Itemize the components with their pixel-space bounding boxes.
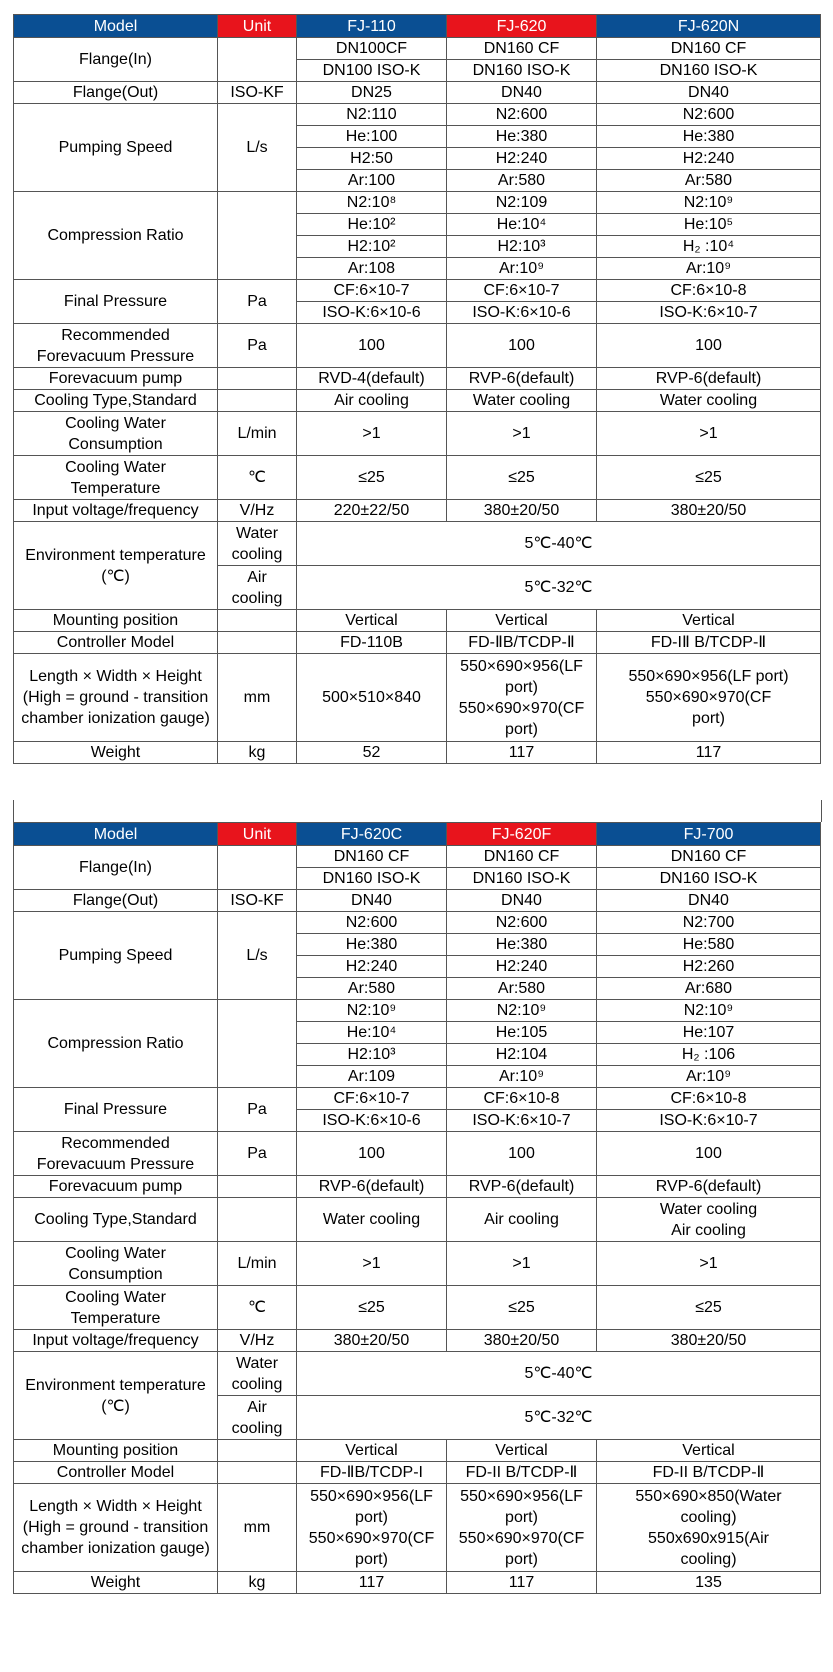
value-cell: FD-IⅡ B/TCDP-Ⅱ: [597, 632, 821, 654]
value-cell: N2:10⁹: [447, 1000, 597, 1022]
value-cell: DN160 CF: [597, 846, 821, 868]
unit-cell: Water cooling: [218, 1352, 297, 1396]
value-cell: Vertical: [597, 1440, 821, 1462]
compression-ratio-row: [14, 1000, 821, 1022]
value-cell: 5℃-40℃: [297, 522, 821, 566]
value-cell: He:380: [297, 934, 447, 956]
row-label: Flange(Out): [14, 82, 218, 104]
value-cell: 117: [447, 1572, 597, 1594]
value-cell: >1: [597, 412, 821, 456]
environment-row: [14, 522, 821, 566]
value-cell: DN25: [297, 82, 447, 104]
value-cell: H₂ :10⁴: [597, 236, 821, 258]
value-cell: He:107: [597, 1022, 821, 1044]
unit-cell: [218, 846, 297, 890]
row-label: Length × Width × Height (High = ground - transition chamber ionization gauge): [14, 1484, 218, 1572]
value-cell: He:10⁴: [297, 1022, 447, 1044]
value-cell: >1: [297, 1242, 447, 1286]
value-cell: CF:6×10-7: [297, 280, 447, 302]
value-cell: 135: [597, 1572, 821, 1594]
value-cell: ISO-K:6×10-6: [297, 302, 447, 324]
value-cell: Ar:10⁹: [597, 1066, 821, 1088]
row-label: Weight: [14, 1572, 218, 1594]
value-cell: DN160 ISO-K: [597, 60, 821, 82]
model-name: FJ-110: [297, 15, 447, 38]
unit-cell: mm: [218, 1484, 297, 1572]
flange-in-row: [14, 846, 821, 868]
row-label: Final Pressure: [14, 280, 218, 324]
unit-header: Unit: [218, 15, 297, 38]
value-cell: Ar:680: [597, 978, 821, 1000]
value-cell: ≤25: [447, 1286, 597, 1330]
value-cell: N2:109: [447, 192, 597, 214]
value-cell: 550×690×956(LF port) 550×690×970(CF port): [447, 1484, 597, 1572]
forevacuum-pressure-row: [14, 324, 821, 368]
cooling-type-row: [14, 1198, 821, 1242]
value-cell: DN160 CF: [447, 38, 597, 60]
value-cell: DN40: [597, 890, 821, 912]
value-cell: CF:6×10-7: [297, 1088, 447, 1110]
forevacuum-pressure-row: [14, 1132, 821, 1176]
row-label: Length × Width × Height (High = ground - transition chamber ionization gauge): [14, 654, 218, 742]
value-cell: 100: [597, 324, 821, 368]
value-cell: He:380: [447, 126, 597, 148]
value-cell: 380±20/50: [597, 1330, 821, 1352]
value-cell: ≤25: [597, 1286, 821, 1330]
value-cell: H2:10³: [447, 236, 597, 258]
row-label: Recommended Forevacuum Pressure: [14, 324, 218, 368]
value-cell: N2:600: [297, 912, 447, 934]
water-temperature-row: [14, 456, 821, 500]
unit-cell: [218, 1176, 297, 1198]
value-cell: Air cooling: [297, 390, 447, 412]
value-cell: DN40: [447, 890, 597, 912]
value-cell: He:105: [447, 1022, 597, 1044]
value-cell: Ar:10⁹: [447, 258, 597, 280]
value-cell: N2:110: [297, 104, 447, 126]
value-cell: He:380: [597, 126, 821, 148]
value-cell: H2:240: [447, 956, 597, 978]
value-cell: N2:10⁸: [297, 192, 447, 214]
row-label: Weight: [14, 742, 218, 764]
unit-cell: ISO-KF: [218, 890, 297, 912]
unit-cell: [218, 38, 297, 82]
row-label: Controller Model: [14, 632, 218, 654]
unit-cell: Pa: [218, 324, 297, 368]
value-cell: He:10⁴: [447, 214, 597, 236]
row-label: Flange(In): [14, 846, 218, 890]
value-cell: N2:10⁹: [297, 1000, 447, 1022]
value-cell: H2:50: [297, 148, 447, 170]
value-cell: 550×690×956(LF port) 550×690×970(CF port): [297, 1484, 447, 1572]
value-cell: FD-ⅡB/TCDP-I: [297, 1462, 447, 1484]
value-cell: H2:260: [597, 956, 821, 978]
value-cell: FD-II B/TCDP-Ⅱ: [597, 1462, 821, 1484]
value-cell: ≤25: [297, 456, 447, 500]
flange-out-row: [14, 890, 821, 912]
value-cell: Water cooling: [447, 390, 597, 412]
value-cell: >1: [447, 412, 597, 456]
value-cell: >1: [447, 1242, 597, 1286]
pumping-speed-row: [14, 912, 821, 934]
value-cell: DN100CF: [297, 38, 447, 60]
value-cell: 500×510×840: [297, 654, 447, 742]
unit-cell: mm: [218, 654, 297, 742]
value-cell: CF:6×10-7: [447, 280, 597, 302]
value-cell: ISO-K:6×10-6: [297, 1110, 447, 1132]
value-cell: Water cooling: [297, 1198, 447, 1242]
value-cell: N2:600: [597, 104, 821, 126]
environment-row: [14, 1352, 821, 1396]
unit-cell: [218, 1198, 297, 1242]
value-cell: H2:10²: [297, 236, 447, 258]
value-cell: 550×690×956(LF port) 550×690×970(CF port): [597, 654, 821, 742]
unit-cell: V/Hz: [218, 500, 297, 522]
value-cell: Vertical: [447, 610, 597, 632]
value-cell: FD-ⅡB/TCDP-Ⅱ: [447, 632, 597, 654]
value-cell: Vertical: [597, 610, 821, 632]
voltage-row: [14, 1330, 821, 1352]
unit-cell: [218, 632, 297, 654]
flange-in-row: [14, 38, 821, 60]
dimensions-row: [14, 654, 821, 742]
value-cell: 100: [447, 324, 597, 368]
weight-row: [14, 1572, 821, 1594]
value-cell: ≤25: [297, 1286, 447, 1330]
unit-cell: Pa: [218, 1088, 297, 1132]
voltage-row: [14, 500, 821, 522]
model-name: FJ-620F: [447, 823, 597, 846]
value-cell: RVP-6(default): [447, 368, 597, 390]
value-cell: H2:10³: [297, 1044, 447, 1066]
unit-cell: L/s: [218, 104, 297, 192]
header-row: [14, 15, 821, 38]
row-label: Recommended Forevacuum Pressure: [14, 1132, 218, 1176]
row-label: Pumping Speed: [14, 912, 218, 1000]
forevacuum-pump-row: [14, 1176, 821, 1198]
row-label: Mounting position: [14, 1440, 218, 1462]
value-cell: ISO-K:6×10-7: [597, 1110, 821, 1132]
value-cell: DN40: [447, 82, 597, 104]
water-consumption-row: [14, 1242, 821, 1286]
value-cell: 5℃-40℃: [297, 1352, 821, 1396]
unit-cell: Pa: [218, 1132, 297, 1176]
pumping-speed-row: [14, 104, 821, 126]
value-cell: 100: [447, 1132, 597, 1176]
row-label: Forevacuum pump: [14, 368, 218, 390]
value-cell: Water cooling Air cooling: [597, 1198, 821, 1242]
row-label: Input voltage/frequency: [14, 500, 218, 522]
value-cell: Ar:580: [447, 978, 597, 1000]
value-cell: 380±20/50: [447, 500, 597, 522]
value-cell: DN160 ISO-K: [297, 868, 447, 890]
model-header: Model: [14, 15, 218, 38]
row-label: Controller Model: [14, 1462, 218, 1484]
table-spacer: [13, 800, 822, 822]
row-label: Forevacuum pump: [14, 1176, 218, 1198]
model-header: Model: [14, 823, 218, 846]
mounting-row: [14, 610, 821, 632]
unit-cell: Water cooling: [218, 522, 297, 566]
unit-cell: Air cooling: [218, 1396, 297, 1440]
value-cell: RVP-6(default): [447, 1176, 597, 1198]
value-cell: H2:240: [597, 148, 821, 170]
value-cell: DN40: [597, 82, 821, 104]
value-cell: He:10⁵: [597, 214, 821, 236]
value-cell: 52: [297, 742, 447, 764]
value-cell: 550×690×850(Water cooling) 550x690x915(Air cooling): [597, 1484, 821, 1572]
unit-cell: V/Hz: [218, 1330, 297, 1352]
value-cell: ≤25: [597, 456, 821, 500]
value-cell: Ar:108: [297, 258, 447, 280]
value-cell: Ar:100: [297, 170, 447, 192]
value-cell: Vertical: [447, 1440, 597, 1462]
row-label: Environment temperature (℃): [14, 1352, 218, 1440]
value-cell: 100: [297, 324, 447, 368]
value-cell: ISO-K:6×10-6: [447, 302, 597, 324]
unit-cell: ISO-KF: [218, 82, 297, 104]
value-cell: 380±20/50: [597, 500, 821, 522]
row-label: Cooling Water Temperature: [14, 1286, 218, 1330]
value-cell: 117: [447, 742, 597, 764]
row-label: Mounting position: [14, 610, 218, 632]
value-cell: DN160 ISO-K: [447, 868, 597, 890]
value-cell: Ar:580: [297, 978, 447, 1000]
value-cell: 5℃-32℃: [297, 1396, 821, 1440]
value-cell: Ar:109: [297, 1066, 447, 1088]
model-name: FJ-700: [597, 823, 821, 846]
value-cell: 220±22/50: [297, 500, 447, 522]
row-label: Cooling Water Consumption: [14, 1242, 218, 1286]
value-cell: DN160 CF: [597, 38, 821, 60]
value-cell: RVP-6(default): [297, 1176, 447, 1198]
value-cell: 380±20/50: [447, 1330, 597, 1352]
unit-cell: [218, 1000, 297, 1088]
value-cell: H2:240: [297, 956, 447, 978]
value-cell: 117: [597, 742, 821, 764]
water-consumption-row: [14, 412, 821, 456]
unit-cell: [218, 1440, 297, 1462]
value-cell: Ar:10⁹: [447, 1066, 597, 1088]
value-cell: 100: [297, 1132, 447, 1176]
value-cell: CF:6×10-8: [447, 1088, 597, 1110]
unit-cell: Pa: [218, 280, 297, 324]
value-cell: CF:6×10-8: [597, 1088, 821, 1110]
value-cell: DN160 CF: [447, 846, 597, 868]
final-pressure-row: [14, 1088, 821, 1110]
value-cell: 550×690×956(LF port) 550×690×970(CF port): [447, 654, 597, 742]
model-name: FJ-620C: [297, 823, 447, 846]
row-label: Compression Ratio: [14, 192, 218, 280]
controller-row: [14, 632, 821, 654]
row-label: Compression Ratio: [14, 1000, 218, 1088]
value-cell: Water cooling: [597, 390, 821, 412]
unit-cell: ℃: [218, 456, 297, 500]
value-cell: DN100 ISO-K: [297, 60, 447, 82]
row-label: Environment temperature (℃): [14, 522, 218, 610]
flange-out-row: [14, 82, 821, 104]
row-label: Cooling Water Consumption: [14, 412, 218, 456]
row-label: Final Pressure: [14, 1088, 218, 1132]
unit-cell: [218, 1462, 297, 1484]
unit-cell: kg: [218, 1572, 297, 1594]
value-cell: DN160 ISO-K: [597, 868, 821, 890]
value-cell: Vertical: [297, 610, 447, 632]
value-cell: Ar:10⁹: [597, 258, 821, 280]
unit-cell: kg: [218, 742, 297, 764]
mounting-row: [14, 1440, 821, 1462]
cooling-type-row: [14, 390, 821, 412]
value-cell: FD-110B: [297, 632, 447, 654]
value-cell: Vertical: [297, 1440, 447, 1462]
value-cell: N2:600: [447, 104, 597, 126]
value-cell: >1: [597, 1242, 821, 1286]
value-cell: He:10²: [297, 214, 447, 236]
row-label: Pumping Speed: [14, 104, 218, 192]
dimensions-row: [14, 1484, 821, 1572]
controller-row: [14, 1462, 821, 1484]
value-cell: He:380: [447, 934, 597, 956]
value-cell: RVD-4(default): [297, 368, 447, 390]
value-cell: N2:10⁹: [597, 1000, 821, 1022]
model-name: FJ-620N: [597, 15, 821, 38]
header-row: [14, 823, 821, 846]
row-label: Flange(In): [14, 38, 218, 82]
value-cell: 117: [297, 1572, 447, 1594]
water-temperature-row: [14, 1286, 821, 1330]
unit-cell: [218, 368, 297, 390]
value-cell: DN40: [297, 890, 447, 912]
value-cell: FD-II B/TCDP-Ⅱ: [447, 1462, 597, 1484]
value-cell: H2:104: [447, 1044, 597, 1066]
weight-row: [14, 742, 821, 764]
value-cell: ISO-K:6×10-7: [447, 1110, 597, 1132]
unit-cell: L/min: [218, 412, 297, 456]
value-cell: N2:600: [447, 912, 597, 934]
unit-cell: ℃: [218, 1286, 297, 1330]
value-cell: DN160 ISO-K: [447, 60, 597, 82]
row-label: Flange(Out): [14, 890, 218, 912]
value-cell: He:100: [297, 126, 447, 148]
unit-cell: Air cooling: [218, 566, 297, 610]
value-cell: ISO-K:6×10-7: [597, 302, 821, 324]
final-pressure-row: [14, 280, 821, 302]
value-cell: Ar:580: [597, 170, 821, 192]
row-label: Input voltage/frequency: [14, 1330, 218, 1352]
row-label: Cooling Type,Standard: [14, 1198, 218, 1242]
row-label: Cooling Water Temperature: [14, 456, 218, 500]
value-cell: H2:240: [447, 148, 597, 170]
value-cell: DN160 CF: [297, 846, 447, 868]
value-cell: 5℃-32℃: [297, 566, 821, 610]
forevacuum-pump-row: [14, 368, 821, 390]
unit-cell: [218, 390, 297, 412]
value-cell: H₂ :106: [597, 1044, 821, 1066]
value-cell: 380±20/50: [297, 1330, 447, 1352]
value-cell: Air cooling: [447, 1198, 597, 1242]
spec-table-1: [13, 14, 821, 764]
value-cell: 100: [597, 1132, 821, 1176]
value-cell: RVP-6(default): [597, 1176, 821, 1198]
row-label: Cooling Type,Standard: [14, 390, 218, 412]
unit-cell: [218, 192, 297, 280]
value-cell: RVP-6(default): [597, 368, 821, 390]
value-cell: N2:700: [597, 912, 821, 934]
unit-header: Unit: [218, 823, 297, 846]
value-cell: He:580: [597, 934, 821, 956]
value-cell: CF:6×10-8: [597, 280, 821, 302]
value-cell: Ar:580: [447, 170, 597, 192]
unit-cell: [218, 610, 297, 632]
value-cell: N2:10⁹: [597, 192, 821, 214]
model-name: FJ-620: [447, 15, 597, 38]
value-cell: ≤25: [447, 456, 597, 500]
compression-ratio-row: [14, 192, 821, 214]
spec-table-2: [13, 822, 821, 1594]
unit-cell: L/min: [218, 1242, 297, 1286]
value-cell: >1: [297, 412, 447, 456]
unit-cell: L/s: [218, 912, 297, 1000]
